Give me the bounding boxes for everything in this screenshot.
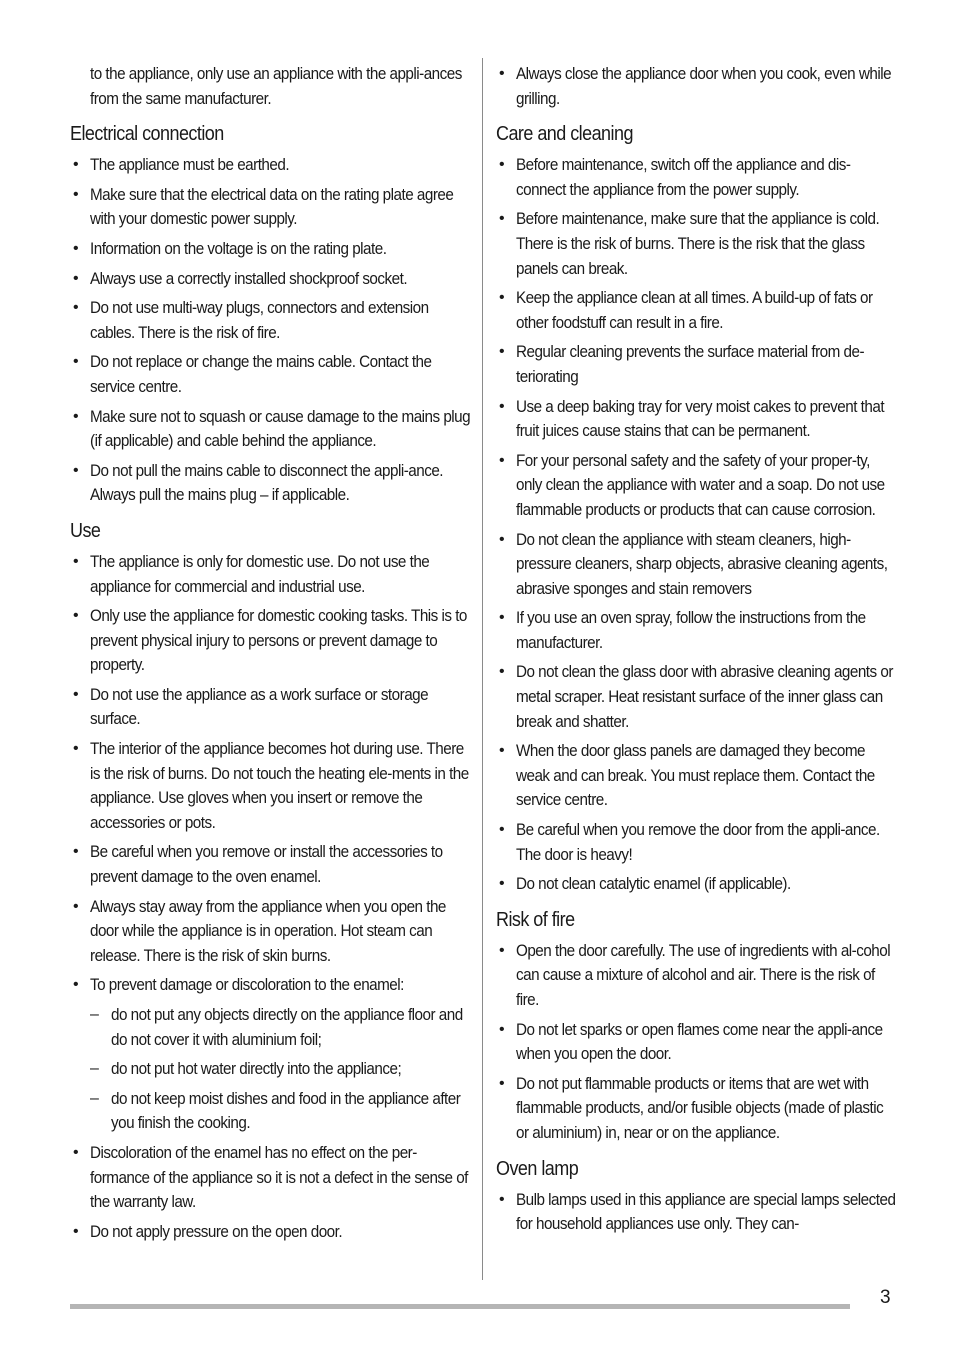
bullet-icon: • bbox=[499, 663, 505, 681]
intro-paragraph: to the appliance, only use an appliance with the appli-ances from the same manufacturer. bbox=[90, 65, 462, 108]
bullet-icon: • bbox=[499, 65, 505, 82]
list-item bbox=[496, 340, 896, 389]
list-item bbox=[496, 153, 896, 202]
footer-rule bbox=[70, 1304, 850, 1309]
list-item-text: The appliance is only for domestic use. Do not use the appliance for commercial and industrial use. bbox=[90, 552, 430, 596]
bullet-icon: • bbox=[73, 552, 79, 570]
bullet-icon: • bbox=[499, 609, 505, 627]
bullet-list bbox=[496, 939, 896, 1146]
list-item bbox=[496, 528, 896, 602]
list-item bbox=[496, 286, 896, 335]
bullet-list bbox=[496, 62, 896, 111]
list-item bbox=[496, 939, 896, 1013]
left-column bbox=[70, 62, 471, 1249]
list-item bbox=[496, 1018, 896, 1067]
section-continued bbox=[496, 62, 896, 111]
bullet-icon: • bbox=[73, 897, 79, 915]
list-item bbox=[70, 550, 468, 599]
bullet-icon: • bbox=[499, 941, 505, 959]
list-item-text: If you use an oven spray, follow the instructions from the manufacturer. bbox=[516, 609, 866, 652]
sub-list-item-text: do not put hot water directly into the appliance; bbox=[111, 1060, 402, 1079]
section-heading: Electrical connection bbox=[70, 123, 224, 146]
list-item bbox=[496, 872, 896, 897]
bullet-icon: • bbox=[73, 156, 79, 174]
section-use bbox=[70, 518, 468, 1244]
bullet-icon: • bbox=[73, 685, 79, 703]
list-item bbox=[496, 1072, 896, 1146]
list-item bbox=[70, 737, 468, 835]
list-item bbox=[70, 405, 471, 454]
section-heading: Risk of fire bbox=[496, 908, 575, 931]
bullet-icon: • bbox=[73, 976, 79, 994]
list-item-text: Make sure that the electrical data on the rating plate agree with your domestic power supply. bbox=[90, 185, 454, 229]
bullet-list bbox=[496, 153, 896, 897]
bullet-icon: • bbox=[499, 210, 505, 228]
list-item bbox=[70, 1220, 468, 1245]
list-item-text: Always close the appliance door when you cook, even while grilling. bbox=[516, 65, 892, 108]
list-item-text: Do not put flammable products or items that are wet with flammable products, and/or fusible objects (made of plastic or aluminium) in, near or on the appliance. bbox=[516, 1074, 884, 1142]
bullet-icon: • bbox=[73, 1143, 79, 1161]
list-item-text: Be careful when you remove or install the accessories to prevent damage to the oven enamel. bbox=[90, 843, 443, 887]
bullet-icon: • bbox=[499, 1190, 505, 1208]
list-item bbox=[496, 1188, 896, 1237]
list-item-text: For your personal safety and the safety of your proper-ty, only clean the appliance with water and a soap. Do not use flammable products or products that can cause corrosion. bbox=[516, 451, 885, 519]
right-sections bbox=[496, 62, 896, 1237]
section-heading: Care and cleaning bbox=[496, 123, 633, 146]
section-risk-of-fire bbox=[496, 907, 896, 1146]
list-item-text: Do not apply pressure on the open door. bbox=[90, 1222, 343, 1241]
bullet-icon: • bbox=[73, 461, 79, 479]
list-item bbox=[70, 1141, 468, 1215]
section-heading: Oven lamp bbox=[496, 1157, 579, 1180]
bullet-list bbox=[70, 153, 471, 508]
bullet-icon: • bbox=[499, 530, 505, 548]
list-item-text: The interior of the appliance becomes hot during use. There is the risk of burns. Do not touch the heating ele-ments in the appliance. Use gloves when you insert or remove the accessories or pots. bbox=[90, 740, 469, 832]
list-item bbox=[496, 207, 896, 281]
list-item bbox=[70, 840, 468, 889]
bullet-icon: • bbox=[499, 343, 505, 361]
list-item bbox=[496, 606, 896, 655]
bullet-icon: • bbox=[73, 239, 79, 257]
bullet-icon: • bbox=[499, 156, 505, 174]
list-item bbox=[70, 237, 468, 262]
list-item-text: Do not let sparks or open flames come near the appli-ance when you open the door. bbox=[516, 1020, 883, 1064]
bullet-icon: • bbox=[73, 185, 79, 203]
bullet-icon: • bbox=[499, 875, 505, 893]
list-item bbox=[70, 459, 468, 508]
list-item bbox=[496, 449, 896, 523]
list-item bbox=[70, 350, 468, 399]
list-item bbox=[70, 183, 468, 232]
section-heading: Use bbox=[70, 519, 101, 542]
bullet-icon: • bbox=[499, 1074, 505, 1092]
list-item-text: Always stay away from the appliance when you open the door while the appliance is in operation. Hot steam can release. There is the risk of skin burns. bbox=[90, 897, 446, 965]
list-item-text: Bulb lamps used in this appliance are special lamps selected for household appliances use only. They can- bbox=[516, 1190, 896, 1234]
bullet-icon: • bbox=[73, 1222, 79, 1240]
bullet-icon: • bbox=[499, 451, 505, 469]
list-item-text: Make sure not to squash or cause damage to the mains plug (if applicable) and cable behind the appliance. bbox=[90, 407, 471, 451]
bullet-icon: • bbox=[499, 289, 505, 307]
right-column bbox=[496, 62, 896, 1242]
bullet-icon: • bbox=[73, 407, 79, 425]
list-item-text: Only use the appliance for domestic cooking tasks. This is to prevent physical injury to persons or prevent damage to property. bbox=[90, 607, 467, 675]
bullet-list bbox=[496, 1188, 896, 1237]
bullet-list bbox=[70, 550, 468, 1244]
bullet-icon: • bbox=[73, 740, 79, 758]
dash-icon: – bbox=[90, 1006, 99, 1023]
list-item-text: When the door glass panels are damaged they become weak and can break. You must replace them. Contact the service centre. bbox=[516, 742, 875, 810]
sub-list bbox=[90, 1003, 468, 1136]
bullet-icon: • bbox=[73, 299, 79, 317]
bullet-icon: • bbox=[499, 1020, 505, 1038]
list-item bbox=[70, 296, 468, 345]
list-item bbox=[496, 739, 896, 813]
list-item bbox=[70, 604, 468, 678]
sub-list-item-text: do not put any objects directly on the appliance floor and do not cover it with aluminium foil; bbox=[111, 1006, 463, 1049]
bullet-icon: • bbox=[73, 353, 79, 371]
list-item-text: Do not clean the glass door with abrasive cleaning agents or metal scraper. Heat resistant surface of the inner glass can break and shatter. bbox=[516, 663, 893, 731]
list-item bbox=[70, 153, 468, 178]
list-item-text: Do not pull the mains cable to disconnect the appli-ance. Always pull the mains plug – if applicable. bbox=[90, 461, 444, 505]
list-item bbox=[496, 818, 896, 867]
sub-list-item bbox=[90, 1003, 468, 1052]
bullet-icon: • bbox=[499, 821, 505, 839]
list-item-text: Do not use the appliance as a work surface or storage surface. bbox=[90, 685, 429, 729]
list-item-text: Do not replace or change the mains cable. Contact the service centre. bbox=[90, 353, 432, 396]
list-item-text: Information on the voltage is on the rating plate. bbox=[90, 239, 387, 258]
left-sections bbox=[70, 121, 471, 1244]
bullet-icon: • bbox=[499, 397, 505, 415]
list-item bbox=[496, 395, 896, 444]
list-item bbox=[70, 267, 468, 292]
bullet-icon: • bbox=[73, 843, 79, 861]
list-item-text: Do not clean catalytic enamel (if applicable). bbox=[516, 875, 791, 894]
bullet-icon: • bbox=[73, 607, 79, 625]
list-item-text: Keep the appliance clean at all times. A build-up of fats or other foodstuff can result in a fire. bbox=[516, 289, 873, 332]
list-item bbox=[70, 683, 468, 732]
list-item-text: Do not use multi-way plugs, connectors and extension cables. There is the risk of fire. bbox=[90, 299, 429, 342]
dash-icon: – bbox=[90, 1089, 99, 1107]
list-item-text: The appliance must be earthed. bbox=[90, 156, 290, 175]
list-item-text: Regular cleaning prevents the surface material from de-teriorating bbox=[516, 343, 865, 386]
bullet-icon: • bbox=[73, 269, 79, 287]
column-divider bbox=[482, 58, 483, 1280]
list-item bbox=[496, 62, 896, 111]
list-item-text: Use a deep baking tray for very moist cakes to prevent that fruit juices cause stains that can be permanent. bbox=[516, 397, 885, 441]
list-item-text: Always use a correctly installed shockproof socket. bbox=[90, 269, 408, 288]
list-item-text: Discoloration of the enamel has no effect on the per-formance of the appliance so it is not a defect in the sense of the warranty law. bbox=[90, 1143, 468, 1212]
list-item-text: Before maintenance, make sure that the appliance is cold. There is the risk of burns. There is the risk that the glass panels can break. bbox=[516, 210, 880, 278]
list-item-text: Be careful when you remove the door from the appli-ance. The door is heavy! bbox=[516, 821, 880, 864]
sub-list-item bbox=[90, 1057, 468, 1082]
dash-icon: – bbox=[90, 1060, 99, 1078]
section-care-and-cleaning bbox=[496, 121, 896, 897]
page-number: 3 bbox=[880, 1287, 891, 1308]
list-item-text: Open the door carefully. The use of ingredients with al-cohol can cause a mixture of alcohol and air. There is the risk of fire. bbox=[516, 941, 891, 1009]
list-item-text: To prevent damage or discoloration to the enamel: bbox=[90, 976, 404, 995]
list-item bbox=[496, 660, 896, 734]
sub-list-item bbox=[90, 1087, 468, 1136]
list-item-text: Do not clean the appliance with steam cleaners, high-pressure cleaners, sharp objects, abrasive cleaning agents, abrasive sponges and stain removers bbox=[516, 530, 888, 598]
sub-list-item-text: do not keep moist dishes and food in the appliance after you finish the cooking. bbox=[111, 1089, 461, 1133]
list-item bbox=[70, 973, 468, 1136]
section-electrical-connection bbox=[70, 121, 471, 508]
section-oven-lamp bbox=[496, 1156, 896, 1237]
bullet-icon: • bbox=[499, 742, 505, 760]
list-item bbox=[70, 895, 468, 969]
list-item-text: Before maintenance, switch off the appliance and dis-connect the appliance from the power supply. bbox=[516, 156, 851, 199]
